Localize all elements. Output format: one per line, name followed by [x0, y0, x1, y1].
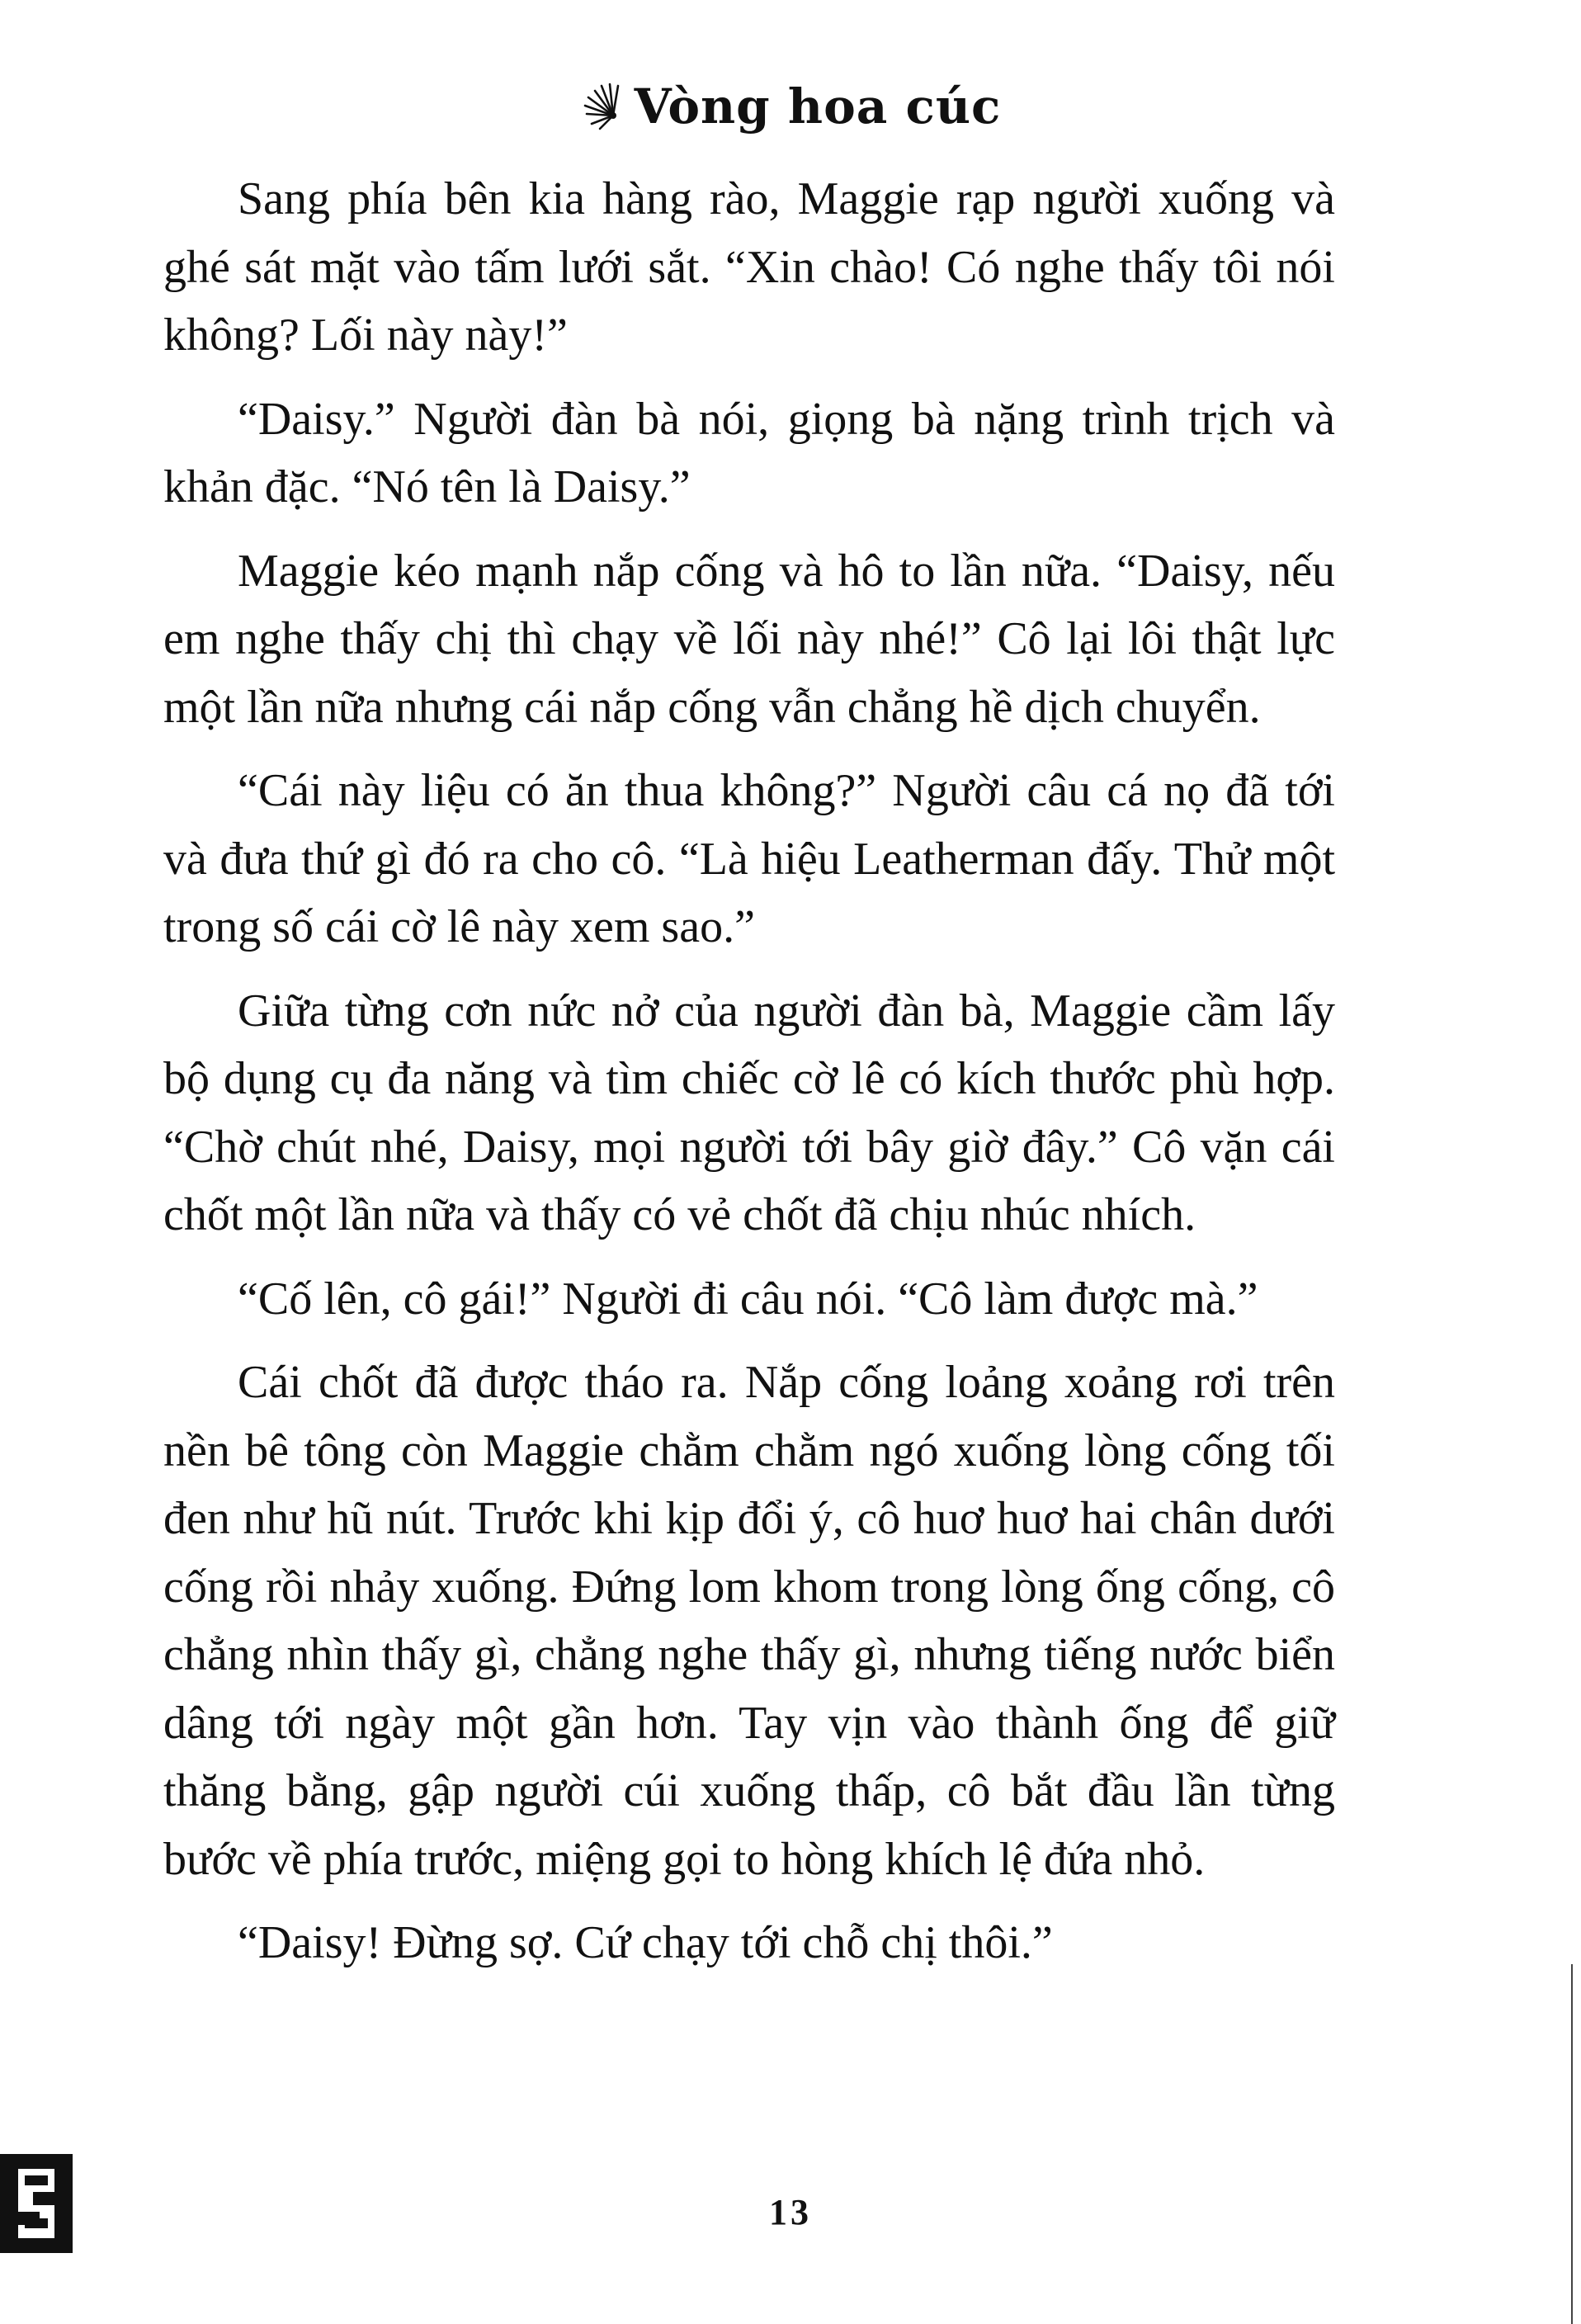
paragraph: “Daisy.” Người đàn bà nói, giọng bà nặng trình trịch và khản đặc. “Nó tên là Daisy.”: [163, 393, 1335, 513]
daisy-flower-icon: [580, 79, 633, 132]
running-header: [0, 78, 1581, 137]
header-title: Vòng hoa cúc: [634, 78, 1002, 135]
paragraph: Sang phía bên kia hàng rào, Maggie rạp người xuống và ghé sát mặt vào tấm lưới sắt. “Xin chào! Có nghe thấy tôi nói không? Lối này này!”: [163, 173, 1335, 361]
paragraph: Maggie kéo mạnh nắp cống và hô to lần nữa. “Daisy, nếu em nghe thấy chị thì chạy về lối này nhé!” Cô lại lôi thật lực một lần nữa nhưng cái nắp cống vẫn chẳng hề dịch chuyển.: [163, 545, 1335, 733]
paragraph: “Daisy! Đừng sợ. Cứ chạy tới chỗ chị thôi.”: [238, 1917, 1053, 1968]
paragraph: Giữa từng cơn nức nở của người đàn bà, Maggie cầm lấy bộ dụng cụ đa năng và tìm chiếc cờ lê có kích thước phù hợp. “Chờ chút nhé, Daisy, mọi người tới bây giờ đây.” Cô vặn cái chốt một lần nữa và thấy có vẻ chốt đã chịu nhúc nhích.: [163, 985, 1335, 1240]
body-text: [163, 165, 1335, 1993]
scan-edge-line: [1571, 1964, 1573, 2324]
paragraph: Cái chốt đã được tháo ra. Nắp cống loảng xoảng rơi trên nền bê tông còn Maggie chằm chằm ngó xuống lòng cống tối đen như hũ nút. Trước khi kịp đổi ý, cô huơ huơ hai chân dưới cống rồi nhảy xuống. Đứng lom khom trong lòng ống cống, cô chẳng nhìn thấy gì, chẳng nghe thấy gì, nhưng tiếng nước biển dâng tới ngày một gần hơn. Tay vịn vào thành ống để giữ thăng bằng, gập người cúi xuống thấp, cô bắt đầu lần từng bước về phía trước, miệng gọi to hòng khích lệ đứa nhỏ.: [163, 1357, 1335, 1885]
page-number: 13: [769, 2192, 812, 2232]
paragraph: “Cố lên, cô gái!” Người đi câu nói. “Cô làm được mà.”: [238, 1273, 1258, 1325]
paragraph: “Cái này liệu có ăn thua không?” Người câu cá nọ đã tới và đưa thứ gì đó ra cho cô. “Là hiệu Leatherman đấy. Thử một trong số cái cờ lê này xem sao.”: [163, 765, 1335, 952]
